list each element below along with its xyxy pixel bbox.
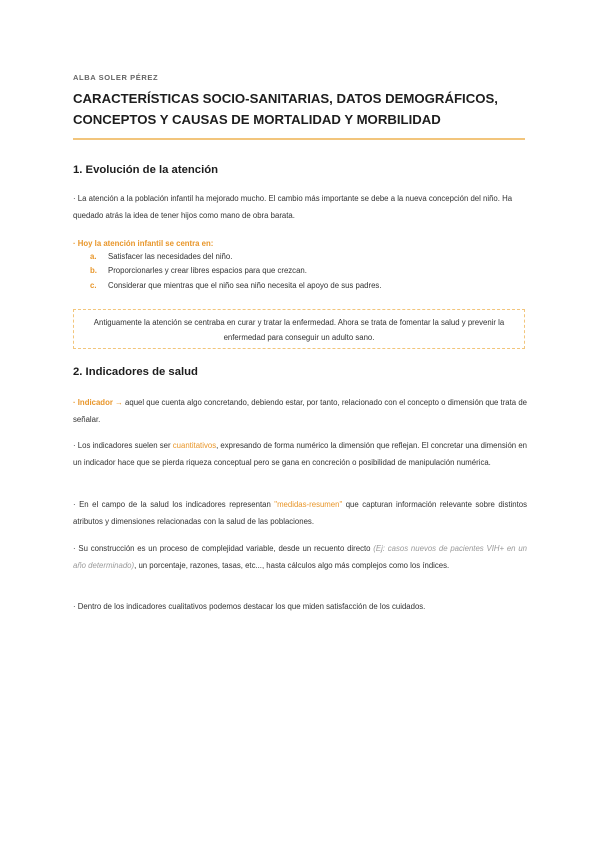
title-divider bbox=[73, 138, 525, 140]
text-segment: , un porcentaje, razones, tasas, etc..., hasta cálculos algo más complejos como los índices. bbox=[134, 560, 450, 570]
list-item-text: Satisfacer las necesidades del niño. bbox=[108, 252, 233, 261]
definition-text: aquel que cuenta algo concretando, debiendo estar, por tanto, relacionado con el concepto o dimensión que trata de señalar. bbox=[73, 398, 527, 424]
paragraph-atencion: · La atención a la población infantil ha mejorado mucho. El cambio más importante se debe a la nueva concepción del niño. Ha quedado atrás la idea de tener hijos como mano de obra barata. bbox=[73, 194, 513, 220]
highlight-box bbox=[73, 309, 525, 349]
section-heading-indicadores: 2. Indicadores de salud bbox=[73, 366, 198, 378]
highlight-medidas-resumen: "medidas-resumen" bbox=[274, 500, 343, 509]
list-item bbox=[90, 279, 382, 293]
example-text: (Ej: casos nuevos de pacientes VIH+ en un año determinado) bbox=[73, 544, 527, 570]
list-intro: · Hoy la atención infantil se centra en: bbox=[73, 239, 214, 248]
text-segment: , expresando de forma numérico la dimensión que reflejan. El concretar una dimensión en un indicador hace que se pierda riqueza conceptual pero se gana en concreción o posibilidad de manipulación numérica. bbox=[73, 441, 527, 467]
focus-list bbox=[90, 250, 382, 293]
section-heading-evolucion: 1. Evolución de la atención bbox=[73, 164, 219, 176]
list-item-text: Considerar que mientras que el niño sea niño necesita el apoyo de sus padres. bbox=[108, 280, 382, 290]
text-segment: · Su construcción es un proceso de complejidad variable, desde un recuento directo bbox=[73, 544, 374, 553]
highlight-box-text: Antiguamente la atención se centraba en curar y tratar la enfermedad. Ahora se trata de fomentar la salud y prevenir la enfermedad para conseguir un adulto sano. bbox=[93, 318, 505, 342]
text-segment: que capturan información relevante sobre distintos atributos y dimensiones relacionadas con la salud de las poblaciones. bbox=[73, 500, 527, 526]
paragraph-construccion bbox=[73, 541, 527, 574]
term-indicador: · Indicador → bbox=[73, 398, 123, 407]
list-item bbox=[90, 250, 382, 264]
paragraph-indicador-definicion bbox=[73, 395, 527, 428]
text-segment: · Los indicadores suelen ser bbox=[73, 441, 173, 450]
list-item bbox=[90, 264, 382, 278]
list-marker: a. bbox=[90, 252, 97, 261]
list-marker: c. bbox=[90, 280, 97, 290]
text-segment: · En el campo de la salud los indicadores representan bbox=[73, 500, 275, 509]
list-marker: b. bbox=[90, 266, 97, 276]
paragraph-medidas-resumen bbox=[73, 497, 527, 530]
paragraph-cuantitativos bbox=[73, 438, 527, 471]
document-title: CARACTERÍSTICAS SOCIO-SANITARIAS, DATOS DEMOGRÁFICOS, CONCEPTOS Y CAUSAS DE MORTALIDAD Y MORBILIDAD bbox=[73, 91, 498, 127]
author-name: ALBA SOLER PÉREZ bbox=[73, 73, 159, 82]
paragraph-cualitativos: · Dentro de los indicadores cualitativos podemos destacar los que miden satisfacción de los cuidados. bbox=[73, 602, 426, 611]
list-item-text: Proporcionarles y crear libres espacios para que crezcan. bbox=[108, 266, 307, 276]
highlight-cuantitativos: cuantitativos bbox=[172, 441, 217, 450]
